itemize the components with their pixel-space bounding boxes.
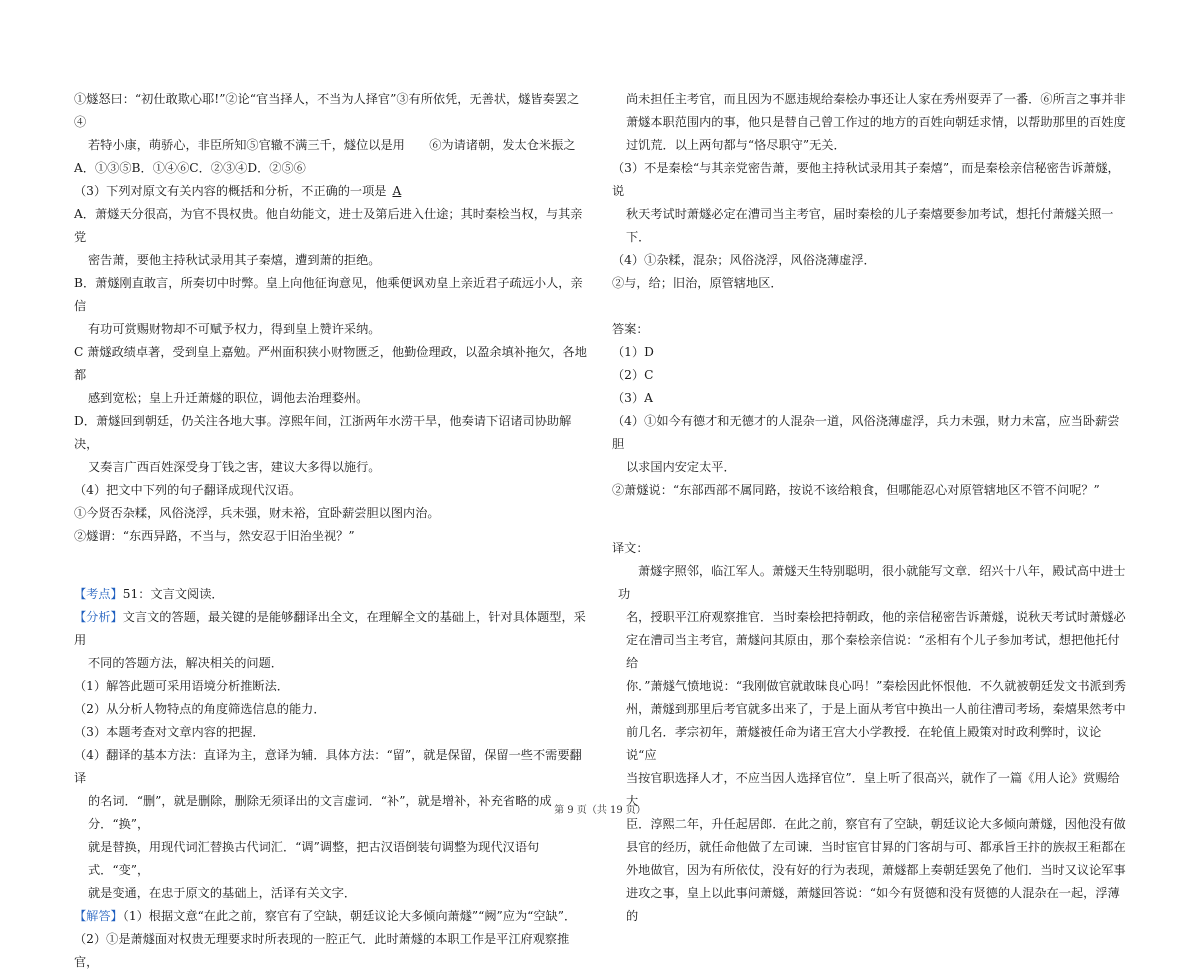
q2-options-line-1: ①燧怒曰：“初仕敢欺心耶!”②论“官当择人，不当为人择官”③有所依凭，无善状，燧皆奏罢之 ④: [74, 92, 604, 129]
answer-4-2: 以求国内安定太平．: [626, 460, 736, 474]
answer-3: （3）A: [612, 391, 653, 405]
answer-4-3: ②萧燧说：“东部西部不属同路，按说不该给粮食，但哪能忍心对原管辖地区不管不问呢？”: [612, 483, 1100, 497]
translation-line-2: 名，授职平江府观察推官．当时秦桧把持朝政，他的亲信秘密告诉萧燧，说秋天考试时萧燧必: [626, 610, 1126, 624]
kaodian-line: [74, 583, 592, 606]
q2-options-line-2: 若特小康，萌骄心，非臣所知⑤官辙不满三千，燧位以是用 ⑥为请诸朝，发太仓米振之: [88, 138, 576, 152]
page-footer: 第 9 页（共 19 页）: [554, 805, 646, 816]
right-line-7: ②与，给；旧治，原管辖地区．: [612, 276, 783, 290]
jieda-text-1: （1）根据文意“在此之前，察官有了空缺，朝廷议论大多倾向萧燧”“阙”应为“空缺”．: [122, 909, 577, 923]
right-line-5: 秋天考试时萧燧必定在漕司当主考官，届时秦桧的儿子秦熺要参加考试，想托付萧燧关照一下．: [626, 207, 1114, 244]
fenxi-line-8: 就是替换，用现代词汇替换古代词汇．“调”调整，把古汉语倒装句调整为现代汉语句式．“变”，: [88, 840, 540, 877]
fenxi-line-4: （2）从分析人物特点的角度筛选信息的能力．: [74, 702, 326, 716]
translation-line-6: 前几名．孝宗初年，萧燧被任命为诸王宫大小学教授．在轮值上殿策对时政利弊时，议论说“应: [626, 725, 1102, 762]
answer-4-1: （4）①如今有德才和无德才的人混杂一道，风俗浇薄虚浮，兵力未强，财力未富，应当卧薪尝胆: [612, 414, 1120, 451]
fenxi-line-7: 的名词．“删”，就是删除，删除无须译出的文言虚词．“补”，就是增补，补充省略的成分．“换”，: [88, 794, 552, 831]
right-line-2: 萧燧本职范围内的事，他只是替自己曾工作过的地方的百姓向朝廷求情，以帮助那里的百姓度: [626, 115, 1126, 129]
fenxi-tag: 【分析】: [74, 610, 123, 624]
jieda-line-2: （2）①是萧燧面对权贵无理要求时所表现的一腔正气．此时萧燧的本职工作是平江府观察推官，: [74, 932, 570, 969]
translation-line-10: 外地做官，因为有所依仗，没有好的行为表现，萧燧都上奏朝廷罢免了他们．当时又议论军事: [626, 863, 1126, 877]
kaodian-text: 51：文言文阅读．: [122, 587, 224, 601]
q2-choices: A．①③⑤B．①④⑥C．②③④D．②⑤⑥: [74, 161, 306, 175]
answer-label: 答案：: [612, 322, 649, 336]
q3-option-c-2: 感到宽松；皇上升迁萧燧的职位，调他去治理婺州。: [88, 391, 369, 405]
q3-option-a-2: 密告萧，要他主持秋试录用其子秦熺，遭到萧的拒绝。: [88, 253, 381, 267]
fenxi-line-3: （1）解答此题可采用语境分析推断法．: [74, 679, 289, 693]
translation-line-3: 定在漕司当主考官，萧燧问其原由，那个秦桧亲信说：“丞相有个儿子参加考试，想把他托付给: [626, 633, 1120, 670]
fenxi-line-6: （4）翻译的基本方法：直译为主，意译为辅．具体方法：“留”，就是保留，保留一些不需要翻译: [74, 748, 582, 785]
q3-option-a-1: A．萧燧天分很高，为官不畏权贵。他自幼能文，进士及第后进入仕途；其时秦桧当权，与其亲党: [74, 207, 583, 244]
right-line-6: （4）①杂糅，混杂；风俗浇浮，风俗浇薄虚浮．: [612, 253, 876, 267]
q3-prefix: （3）下列对原文有关内容的概括和分析，不正确的一项是: [74, 184, 387, 198]
translation-line-1: 萧燧字照邻，临江军人。萧燧天生特别聪明，很小就能写文章．绍兴十八年，殿试高中进士功: [618, 564, 1126, 601]
q3-stem: [74, 180, 592, 203]
jieda-line-1: [74, 905, 592, 928]
right-line-3: 过饥荒．以上两句都与“恪尽职守”无关．: [626, 138, 846, 152]
answer-2: （2）C: [612, 368, 654, 382]
q3-option-c-1: C 萧燧政绩卓著，受到皇上嘉勉。严州面积狭小财物匮乏，他勤俭理政，以盈余填补拖欠，各地都: [74, 345, 587, 382]
translation-line-4: 你．”萧燧气愤地说：“我刚做官就敢昧良心吗！”秦桧因此怀恨他．不久就被朝廷发文书派到秀: [626, 679, 1127, 693]
fenxi-line-5: （3）本题考查对文章内容的把握．: [74, 725, 265, 739]
translation-line-11: 进攻之事，皇上以此事问萧燧，萧燧回答说：“如今有贤德和没有贤德的人混杂在一起，浮薄的: [626, 886, 1120, 923]
translation-line-8: 臣．淳熙二年，升任起居郎．在此之前，察官有了空缺，朝廷议论大多倾向萧燧，因他没有做: [626, 817, 1126, 831]
translation-line-7: 当按官职选择人才，不应当因人选择官位”．皇上听了很高兴，就作了一篇《用人论》赏赐给大: [626, 771, 1120, 808]
q4-stem: （4）把文中下列的句子翻译成现代汉语。: [74, 483, 302, 497]
translation-line-9: 县官的经历，就任命他做了左司谏．当时宦官甘昪的门客胡与可、都承旨王抃的族叔王秬都在: [626, 840, 1126, 854]
q3-option-b-2: 有功可赏赐财物却不可赋予权力，得到皇上赞许采纳。: [88, 322, 381, 336]
right-line-4: （3）不是秦桧“与其亲党密告萧，要他主持秋试录用其子秦熺”，而是秦桧亲信秘密告诉萧燧，说: [612, 161, 1120, 198]
kaodian-tag: 【考点】: [74, 587, 123, 601]
translation-line-5: 州，萧燧到那里后考官就多出来了，于是上面从考官中换出一人前往漕司考场，秦熺果然考中: [626, 702, 1126, 716]
q3-option-d-1: D．萧燧回到朝廷，仍关注各地大事。淳熙年间，江浙两年水涝干旱，他奏请下诏诸司协助解决，: [74, 414, 572, 451]
q3-option-d-2: 又奏言广西百姓深受身丁钱之害，建议大多得以施行。: [88, 460, 381, 474]
answer-1: （1）D: [612, 345, 654, 359]
fenxi-line-2: 不同的答题方法，解决相关的问题．: [88, 656, 283, 670]
q4-sentence-1: ①今贤否杂糅，风俗浇浮，兵未强，财未裕，宜卧薪尝胆以图内治。: [74, 506, 440, 520]
fenxi-text-1: 文言文的答题，最关键的是能够翻译出全文，在理解全文的基础上，针对具体题型，采用: [74, 610, 586, 647]
jieda-tag: 【解答】: [74, 909, 123, 923]
q3-answer-blank: A: [392, 184, 402, 198]
fenxi-line-1: [74, 606, 592, 652]
fenxi-line-9: 就是变通，在忠于原文的基础上，活译有关文字．: [88, 886, 357, 900]
q4-sentence-2: ②燧谓：“东西异路，不当与，然安忍于旧治坐视？”: [74, 529, 355, 543]
q3-option-b-1: B．萧燧刚直敢言，所奏切中时弊。皇上向他征询意见，他乘便讽劝皇上亲近君子疏远小人，亲信: [74, 276, 583, 313]
translation-label: 译文：: [612, 541, 649, 555]
right-line-1: 尚未担任主考官，而且因为不愿违规给秦桧办事还让人家在秀州耍弄了一番．⑥所言之事并非: [626, 92, 1126, 106]
